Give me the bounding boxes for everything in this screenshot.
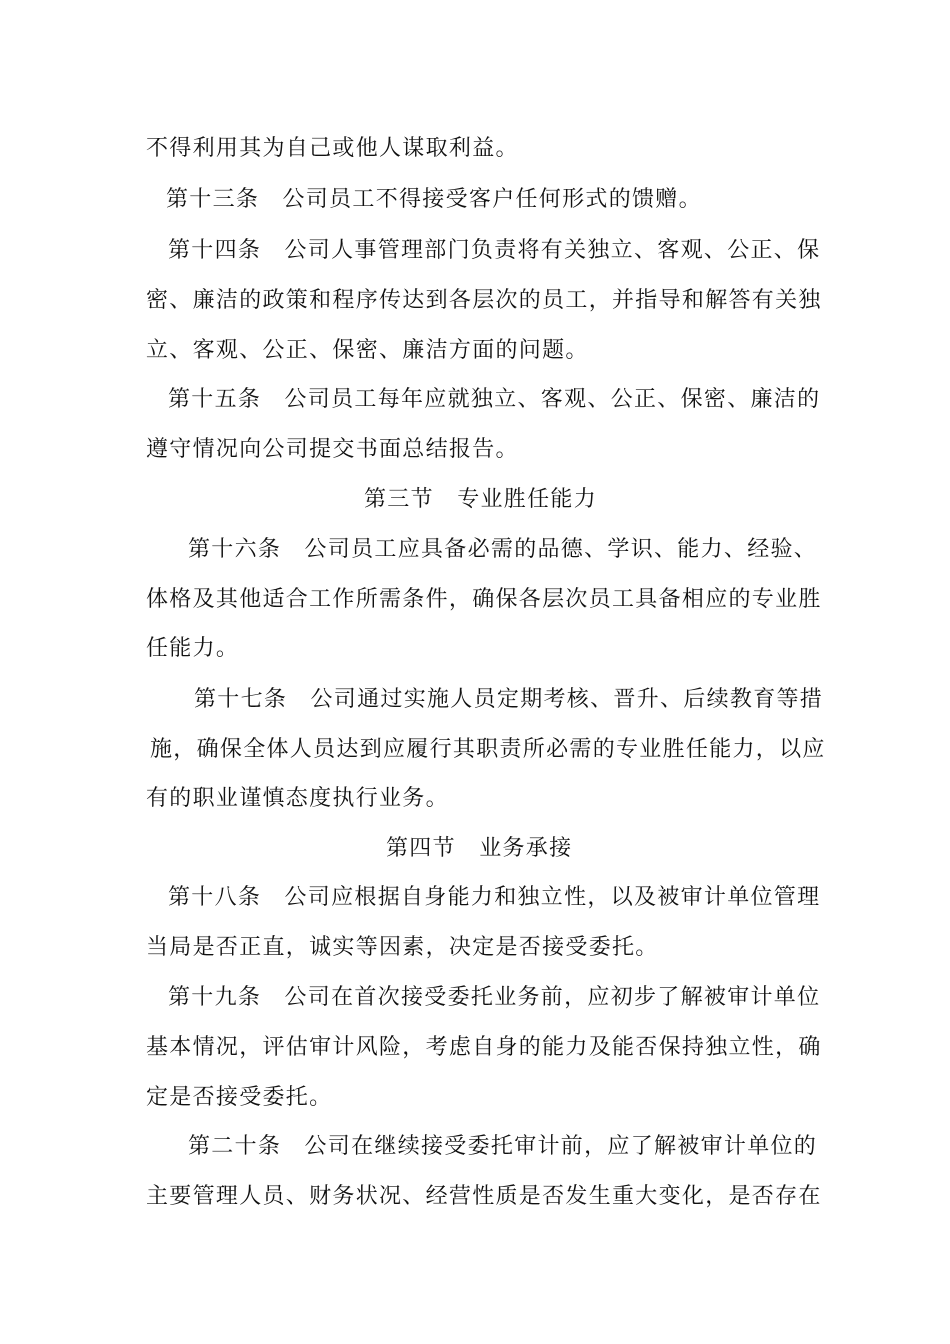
text-line: 主要管理人员、财务状况、经营性质是否发生重大变化，是否存在 xyxy=(146,1184,822,1209)
text-line: 遵守情况向公司提交书面总结报告。 xyxy=(146,437,519,462)
text-line: 第二十条 公司在继续接受委托审计前，应了解被审计单位的 xyxy=(188,1134,818,1159)
section-heading: 第三节 专业胜任能力 xyxy=(364,487,598,512)
text-line: 第十四条 公司人事管理部门负责将有关独立、客观、公正、保 xyxy=(168,238,821,263)
text-line: 基本情况，评估审计风险，考虑自身的能力及能否保持独立性，确 xyxy=(146,1035,822,1060)
text-line: 当局是否正直，诚实等因素，决定是否接受委托。 xyxy=(146,935,659,960)
text-line: 第十七条 公司通过实施人员定期考核、晋升、后续教育等措 xyxy=(194,687,824,712)
text-line: 任能力。 xyxy=(146,636,240,661)
section-heading: 第四节 业务承接 xyxy=(386,836,573,861)
text-line: 第十五条 公司员工每年应就独立、客观、公正、保密、廉洁的 xyxy=(168,387,821,412)
text-line: 第十八条 公司应根据自身能力和独立性，以及被审计单位管理 xyxy=(168,885,821,910)
text-line: 不得利用其为自己或他人谋取利益。 xyxy=(146,136,519,161)
text-line: 第十六条 公司员工应具备必需的品德、学识、能力、经验、 xyxy=(188,537,818,562)
text-line: 施，确保全体人员达到应履行其职责所必需的专业胜任能力，以应 xyxy=(150,737,826,762)
text-line: 体格及其他适合工作所需条件，确保各层次员工具备相应的专业胜 xyxy=(146,587,822,612)
text-line: 定是否接受委托。 xyxy=(146,1085,333,1110)
text-line: 第十九条 公司在首次接受委托业务前，应初步了解被审计单位 xyxy=(168,985,821,1010)
text-line: 密、廉洁的政策和程序传达到各层次的员工，并指导和解答有关独 xyxy=(146,288,822,313)
text-line: 第十三条 公司员工不得接受客户任何形式的馈赠。 xyxy=(166,187,702,212)
text-line: 有的职业谨慎态度执行业务。 xyxy=(146,786,449,811)
text-line: 立、客观、公正、保密、廉洁方面的问题。 xyxy=(146,338,589,363)
